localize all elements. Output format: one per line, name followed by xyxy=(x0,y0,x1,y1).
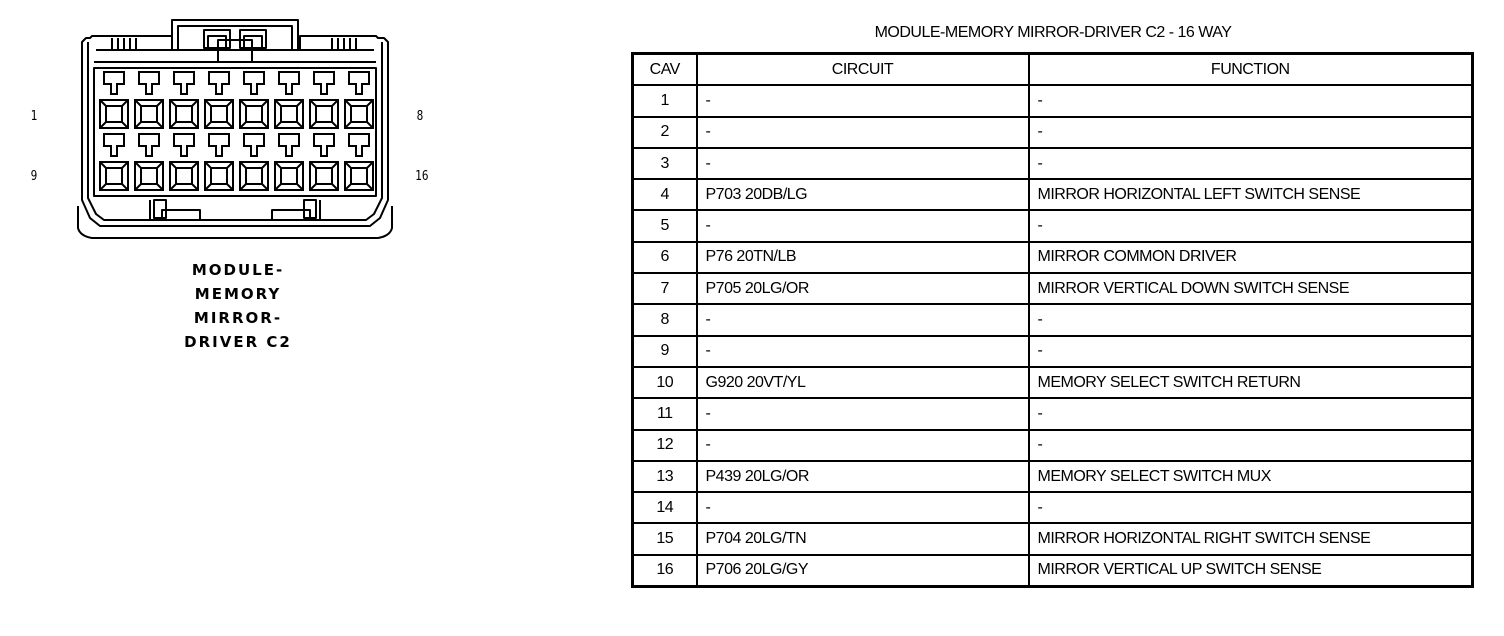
cavity-6 xyxy=(275,72,303,128)
cavity-grid xyxy=(100,72,373,190)
cavity-13 xyxy=(240,134,268,190)
circuit-cell: - xyxy=(697,85,1029,116)
connector-face-drawing xyxy=(0,0,600,260)
function-cell: - xyxy=(1029,117,1473,148)
table-row xyxy=(633,117,1473,148)
header-function: FUNCTION xyxy=(1029,54,1473,86)
pin-label-9: 9 xyxy=(30,169,38,184)
cav-cell: 2 xyxy=(633,117,697,148)
cav-cell: 15 xyxy=(633,523,697,554)
table-row xyxy=(633,273,1473,304)
table-body xyxy=(633,85,1473,586)
circuit-cell: - xyxy=(697,430,1029,461)
cav-cell: 6 xyxy=(633,242,697,273)
table-row xyxy=(633,430,1473,461)
header-cav: CAV xyxy=(633,54,697,86)
cavity-1 xyxy=(100,72,128,128)
cavity-8 xyxy=(345,72,373,128)
circuit-cell: - xyxy=(697,210,1029,241)
connector-diagram xyxy=(0,0,600,636)
table-row xyxy=(633,367,1473,398)
circuit-cell: P703 20DB/LG xyxy=(697,179,1029,210)
pin-label-1: 1 xyxy=(30,109,38,124)
circuit-cell: - xyxy=(697,398,1029,429)
table-row xyxy=(633,242,1473,273)
cav-cell: 3 xyxy=(633,148,697,179)
function-cell: - xyxy=(1029,492,1473,523)
cav-cell: 4 xyxy=(633,179,697,210)
cavity-7 xyxy=(310,72,338,128)
circuit-cell: - xyxy=(697,336,1029,367)
table-row xyxy=(633,179,1473,210)
circuit-cell: - xyxy=(697,304,1029,335)
cavity-12 xyxy=(205,134,233,190)
cav-cell: 16 xyxy=(633,555,697,587)
function-cell: - xyxy=(1029,85,1473,116)
table-row xyxy=(633,492,1473,523)
function-cell: MIRROR HORIZONTAL RIGHT SWITCH SENSE xyxy=(1029,523,1473,554)
function-cell: MIRROR VERTICAL DOWN SWITCH SENSE xyxy=(1029,273,1473,304)
cav-cell: 8 xyxy=(633,304,697,335)
cavity-3 xyxy=(170,72,198,128)
table-row xyxy=(633,398,1473,429)
cav-cell: 9 xyxy=(633,336,697,367)
circuit-cell: G920 20VT/YL xyxy=(697,367,1029,398)
cavity-14 xyxy=(275,134,303,190)
circuit-cell: P76 20TN/LB xyxy=(697,242,1029,273)
function-cell: MIRROR VERTICAL UP SWITCH SENSE xyxy=(1029,555,1473,587)
table-row xyxy=(633,304,1473,335)
pin-label-8: 8 xyxy=(416,109,424,124)
table-title: MODULE-MEMORY MIRROR-DRIVER C2 - 16 WAY xyxy=(874,24,1232,41)
function-cell: MEMORY SELECT SWITCH RETURN xyxy=(1029,367,1473,398)
cav-cell: 11 xyxy=(633,398,697,429)
caption-line-1: MODULE- xyxy=(191,261,285,279)
cav-cell: 14 xyxy=(633,492,697,523)
caption-line-4: DRIVER C2 xyxy=(184,333,292,351)
function-cell: - xyxy=(1029,336,1473,367)
cav-cell: 1 xyxy=(633,85,697,116)
circuit-cell: P439 20LG/OR xyxy=(697,461,1029,492)
function-cell: - xyxy=(1029,210,1473,241)
function-cell: - xyxy=(1029,148,1473,179)
caption-line-3: MIRROR- xyxy=(193,309,283,327)
function-cell: MIRROR COMMON DRIVER xyxy=(1029,242,1473,273)
cavity-table xyxy=(631,52,1474,588)
header-circuit: CIRCUIT xyxy=(697,54,1029,86)
cavity-9 xyxy=(100,134,128,190)
function-cell: - xyxy=(1029,430,1473,461)
table-header-row xyxy=(633,54,1473,86)
circuit-cell: - xyxy=(697,492,1029,523)
table-row xyxy=(633,85,1473,116)
circuit-cell: - xyxy=(697,117,1029,148)
function-cell: MIRROR HORIZONTAL LEFT SWITCH SENSE xyxy=(1029,179,1473,210)
cavity-2 xyxy=(135,72,163,128)
cav-cell: 12 xyxy=(633,430,697,461)
circuit-cell: - xyxy=(697,148,1029,179)
cavity-5 xyxy=(240,72,268,128)
caption-line-2: MEMORY xyxy=(194,285,282,303)
table-row xyxy=(633,555,1473,587)
circuit-cell: P704 20LG/TN xyxy=(697,523,1029,554)
cav-cell: 10 xyxy=(633,367,697,398)
connector-caption xyxy=(168,258,308,354)
function-cell: MEMORY SELECT SWITCH MUX xyxy=(1029,461,1473,492)
circuit-cell: P706 20LG/GY xyxy=(697,555,1029,587)
cav-cell: 13 xyxy=(633,461,697,492)
cavity-16 xyxy=(345,134,373,190)
function-cell: - xyxy=(1029,398,1473,429)
pin-label-16: 16 xyxy=(415,169,429,184)
function-cell: - xyxy=(1029,304,1473,335)
circuit-cell: P705 20LG/OR xyxy=(697,273,1029,304)
table-row xyxy=(633,148,1473,179)
table-row xyxy=(633,210,1473,241)
cav-cell: 5 xyxy=(633,210,697,241)
cavity-10 xyxy=(135,134,163,190)
cavity-4 xyxy=(205,72,233,128)
table-row xyxy=(633,523,1473,554)
table-row xyxy=(633,461,1473,492)
cavity-11 xyxy=(170,134,198,190)
cavity-15 xyxy=(310,134,338,190)
table-row xyxy=(633,336,1473,367)
cav-cell: 7 xyxy=(633,273,697,304)
